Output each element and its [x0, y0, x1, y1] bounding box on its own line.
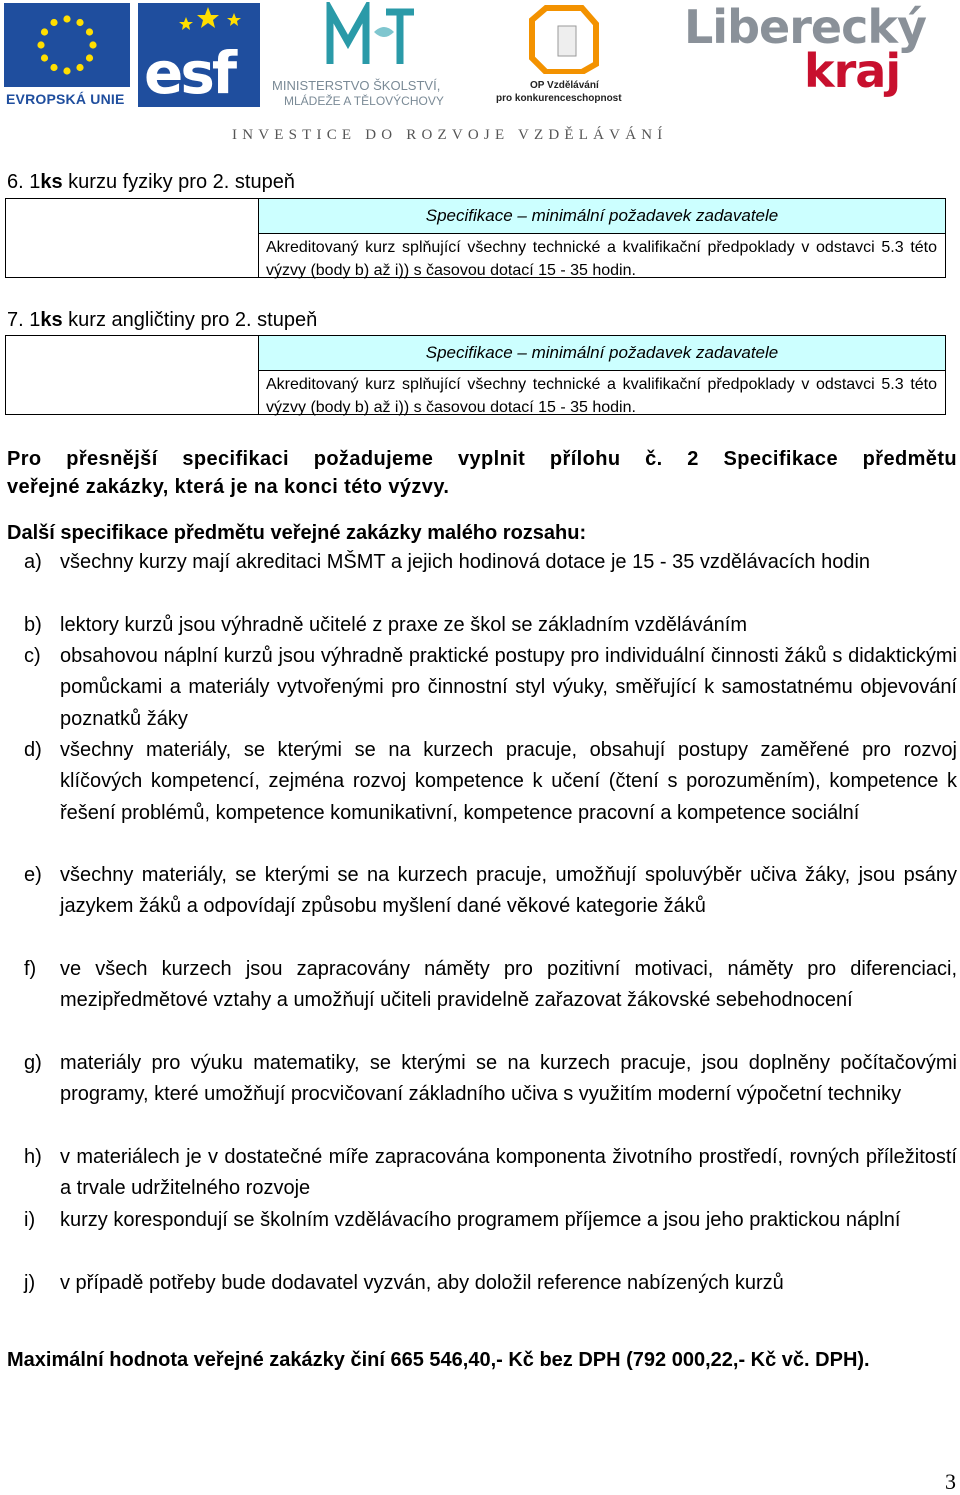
item-name: kurzu fyziky pro 2. stupeň — [62, 171, 295, 193]
list-item-letter: e) — [24, 864, 42, 886]
msmt-logo — [268, 2, 490, 108]
list-item-text: v případě potřeby bude dodavatel vyzván, aby doložil reference nabízených kurzů — [60, 1272, 784, 1294]
item-unit: ks — [40, 171, 63, 193]
eu-flag-icon — [4, 3, 130, 87]
list-item-text: všechny materiály, se kterými se na kurzech pracuje, umožňují spoluvýběr učiva žáky, jsou psány jazykem žáků a odpovídají způsobu myšlení dané věkové kategorie žáků — [60, 864, 957, 918]
list-item-letter: a) — [24, 551, 42, 573]
list-item-text: všechny kurzy mají akreditaci MŠMT a jejich hodinová dotace je 15 - 35 vzdělávacích hodin — [60, 551, 871, 573]
spec-table-header: Specifikace – minimální požadavek zadavatele — [259, 336, 945, 371]
item-unit: ks — [40, 309, 63, 331]
specification-note-line2: veřejné zakázky, která je na konci této výzvy. — [7, 476, 450, 498]
eu-logo — [4, 3, 130, 107]
list-item-text: ve všech kurzech jsou zapracovány náměty pro pozitivní motivaci, náměty pro diferenciaci, mezipředmětové vztahy a umožňují učiteli pravidelně zařazovat žákovské sebehodnocení — [60, 958, 957, 1012]
region-logo-line2: kraj — [804, 44, 901, 98]
spec-table-empty-cell — [6, 336, 259, 414]
item-number: 7. 1 — [7, 309, 41, 331]
esf-logo — [138, 3, 260, 107]
list-item-text: v materiálech je v dostatečné míře zapracována komponenta životního prostředí, rovných příležitostí a trvale udržitelného rozvoje — [60, 1146, 957, 1200]
list-item-letter: g) — [24, 1052, 42, 1074]
list-item-letter: d) — [24, 739, 42, 761]
msmt-mark-icon — [324, 2, 434, 72]
list-item-text: kurzy korespondují se školním vzdělávacího programem příjemce a jsou jeho praktickou náplní — [60, 1209, 901, 1231]
spec-table — [5, 335, 946, 415]
op-logo-line1: OP Vzdělávání — [530, 80, 599, 91]
list-item-text: lektory kurzů jsou výhradně učitelé z praxe ze škol se základním vzděláváním — [60, 614, 747, 636]
specification-note-line1: Pro přesnější specifikaci požadujeme vyplnit přílohu č. 2 Specifikace předmětu — [7, 448, 957, 470]
item-title — [7, 171, 295, 194]
item-number: 6. 1 — [7, 171, 41, 193]
list-item-text: všechny materiály, se kterými se na kurzech pracuje, obsahují postupy zaměřené pro rozvoj klíčových kompetencí, zejména rozvoj kompetence k učení (čtení s porozuměním), kompetence k řešení problémů, kompetence komunikativní, kompetence pracovní a kompetence sociální — [60, 739, 957, 824]
item-name: kurz angličtiny pro 2. stupeň — [62, 309, 318, 331]
op-mark-icon — [524, 2, 604, 74]
item-title — [7, 309, 317, 332]
max-contract-value: Maximální hodnota veřejné zakázky činí 665 546,40,- Kč bez DPH (792 000,22,- Kč vč. DPH). — [7, 1349, 870, 1371]
msmt-logo-line1: MINISTERSTVO ŠKOLSTVÍ, — [272, 78, 441, 93]
op-logo — [494, 2, 644, 108]
spec-table-empty-cell — [6, 199, 259, 277]
list-item-letter: i) — [24, 1209, 36, 1231]
header-logos — [0, 0, 960, 150]
list-item-letter: b) — [24, 614, 42, 636]
list-item-letter: h) — [24, 1146, 42, 1168]
list-item-text: obsahovou náplní kurzů jsou výhradně praktické postupy pro individuální činnosti žáků s didaktickými pomůckami a materiály vytvořenými pro činnostní styl výuky, směřující k samostatnému objevování poznatků žáky — [60, 645, 957, 730]
op-logo-line2: pro konkurenceschopnost — [496, 93, 622, 104]
eu-logo-text: EVROPSKÁ UNIE — [6, 91, 125, 107]
spec-table-header: Specifikace – minimální požadavek zadavatele — [259, 199, 945, 234]
msmt-logo-line2: MLÁDEŽE A TĚLOVÝCHOVY — [284, 94, 444, 108]
spec-table — [5, 198, 946, 278]
list-item-letter: c) — [24, 645, 41, 667]
list-item-letter: f) — [24, 958, 37, 980]
liberecky-kraj-logo — [676, 2, 956, 108]
list-item-letter: j) — [24, 1272, 36, 1294]
region-logo-line1: Liberecký — [684, 0, 926, 54]
page-number: 3 — [945, 1469, 956, 1494]
spec-table-text: Akreditovaný kurz splňující všechny technické a kvalifikační předpoklady v odstavci 5.3 této výzvy (body b) až i)) s časovou dotací 15 - 35 hodin. — [266, 376, 937, 416]
esf-logo-text: esf — [144, 39, 235, 107]
header-tagline: INVESTICE DO ROZVOJE VZDĚLÁVÁNÍ — [232, 127, 668, 143]
section-heading: Další specifikace předmětu veřejné zakázky malého rozsahu: — [7, 522, 587, 544]
specification-note — [7, 445, 957, 501]
spec-table-text: Akreditovaný kurz splňující všechny technické a kvalifikační předpoklady v odstavci 5.3 této výzvy (body b) až i)) s časovou dotací 15 - 35 hodin. — [266, 239, 937, 279]
list-item-text: materiály pro výuku matematiky, se kterými se na kurzech pracuje, jsou doplněny počítačovými programy, které umožňují procvičovaní základního učiva s využitím moderní výpočetní techniky — [60, 1052, 957, 1106]
